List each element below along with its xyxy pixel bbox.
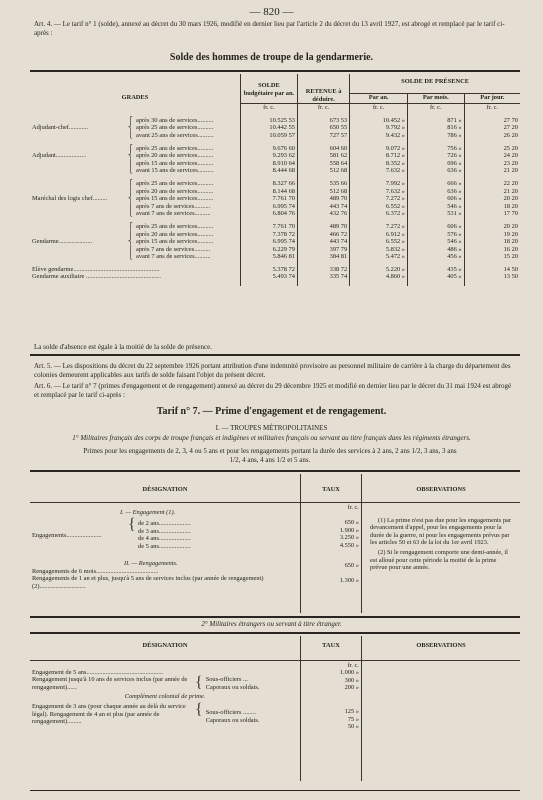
brace-mark: ⎩ xyxy=(128,131,133,139)
cell-jour: 23 20 xyxy=(503,159,518,167)
t2-eng-taux: 650 » xyxy=(344,519,359,527)
cell-mois: 546 » xyxy=(447,238,462,246)
cell-retenue: 397 79 xyxy=(329,245,348,253)
grade-label: Adjudant-chef............ xyxy=(32,124,89,132)
cell-retenue: 335 74 xyxy=(329,273,348,281)
table3-rule-bottom xyxy=(30,790,520,791)
cell-jour: 21 20 xyxy=(503,187,518,195)
brace-mark: ⎩ xyxy=(128,167,133,175)
grade-label xyxy=(32,231,128,239)
grade-label xyxy=(32,246,128,254)
brace-mark: ⎧ xyxy=(128,144,133,152)
col-par-an: Par an. xyxy=(368,93,389,101)
brace-mark: ⎪ xyxy=(128,159,133,167)
cell-mois: 486 » xyxy=(447,245,462,253)
grade-label xyxy=(32,117,128,125)
solde-row xyxy=(30,203,520,211)
cell-retenue: 558 64 xyxy=(329,159,348,167)
troupes-subtitle: 1° Militaires français des corps de troupe français et indigènes et militaires français ou servant au titre français dans les régiments étrangers. xyxy=(72,434,471,442)
service-label: avant 25 ans de services.......... xyxy=(136,131,214,139)
solde-table xyxy=(30,74,520,286)
service-label: avant 15 ans de services.......... xyxy=(136,167,214,175)
grade-label xyxy=(32,132,128,140)
t2-eng-taux: 1.900 » xyxy=(339,526,359,534)
service-label: après 20 ans de services.......... xyxy=(136,187,214,195)
t2-section-rengagement: II. — Rengagements. xyxy=(124,560,178,568)
table-rule-top xyxy=(30,70,520,72)
t2-col-designation: DÉSIGNATION xyxy=(142,486,188,493)
col-grades: GRADES xyxy=(121,94,149,101)
cell-retenue: 650 55 xyxy=(329,124,348,132)
t2-eng-label: de 3 ans.................... xyxy=(138,527,191,535)
t2-engagements-label: Engagements...................... xyxy=(32,532,102,540)
service-label: après 7 ans de services.......... xyxy=(136,245,211,253)
page-number: — 820 — xyxy=(249,6,294,18)
t2-reng-label: Rengagements de 6 mois....................................... xyxy=(32,567,159,575)
cell-retenue: 384 81 xyxy=(329,253,348,261)
t2-reng-taux: 650 » xyxy=(344,561,359,569)
cell-solde: 8.910 64 xyxy=(272,159,295,167)
table3-rule-top xyxy=(30,632,520,634)
cell-mois: 435 » xyxy=(447,265,462,273)
t3-sub: Sous-officiers ........ xyxy=(205,708,256,716)
cell-solde: 9.293 62 xyxy=(272,152,295,160)
cell-solde: 8.327 66 xyxy=(272,179,295,187)
cell-jour: 21 20 xyxy=(503,167,518,175)
t2-eng-label: de 5 ans.................... xyxy=(138,542,191,550)
brace-mark: ⎨ xyxy=(128,152,133,160)
cell-mois: 456 » xyxy=(447,253,462,261)
cell-solde: 5.846 81 xyxy=(272,253,295,261)
t2-section-engagement: I. — Engagement (1). xyxy=(120,508,176,516)
cell-solde: 7.378 72 xyxy=(272,230,295,238)
cell-jour: 14 50 xyxy=(503,265,518,273)
service-label: après 15 ans de services.......... xyxy=(136,238,214,246)
cell-solde: 6.995 74 xyxy=(272,202,295,210)
table-rule-bottom xyxy=(30,354,520,356)
t3-taux: 50 » xyxy=(347,723,359,731)
brace-mark: ⎨ xyxy=(128,195,133,203)
cell-jour: 15 20 xyxy=(503,253,518,261)
cell-jour: 17 70 xyxy=(503,210,518,218)
t3-taux: 200 » xyxy=(344,684,359,692)
cell-retenue: 604 60 xyxy=(329,144,348,152)
t3-col-designation: DÉSIGNATION xyxy=(142,642,188,649)
cell-jour: 13 50 xyxy=(503,273,518,281)
cell-retenue: 432 76 xyxy=(329,210,348,218)
brace-mark: ⎧ xyxy=(128,179,133,187)
col-par-jour: Par jour. xyxy=(480,93,505,101)
t2-eng-taux: 3.250 » xyxy=(339,534,359,542)
cell-jour: 27 70 xyxy=(503,116,518,124)
cell-an: 7.632 » xyxy=(385,187,405,195)
article-6-text: Art. 6. — Le tarif n° 7 (primes d'engagement et de rengagement) annexé au décret du 29 décembre 1925 et modifié en dernier lieu par le décret du 31 mai 1924 est abrogé et remplacé par le tarif ci-après : xyxy=(34,382,512,399)
cell-solde: 6.804 76 xyxy=(272,210,295,218)
troupes-title: I. — TROUPES MÉTROPOLITAINES xyxy=(215,424,328,432)
grade-label xyxy=(32,210,128,218)
cell-mois: 786 » xyxy=(447,131,462,139)
t3-taux: 1.000 » xyxy=(339,669,359,677)
cell-an: 9.432 » xyxy=(385,131,405,139)
solde-row xyxy=(30,145,520,153)
brace-mark: ⎪ xyxy=(128,230,133,238)
brace: { xyxy=(195,700,203,718)
cell-an: 5.220 » xyxy=(385,265,405,273)
cell-mois: 726 » xyxy=(447,152,462,160)
brace: { xyxy=(195,674,203,692)
grade-label xyxy=(32,223,128,231)
t3-sub: Caporaux ou soldats. xyxy=(205,683,260,691)
cell-retenue: 443 74 xyxy=(329,238,348,246)
brace-mark: ⎪ xyxy=(128,187,133,195)
unit-label: fr. c. xyxy=(430,104,442,112)
t3-taux: 75 » xyxy=(347,715,359,723)
solde-row xyxy=(30,188,520,196)
cell-an: 10.452 » xyxy=(382,116,405,124)
cell-retenue: 466 72 xyxy=(329,230,348,238)
grade-label: Gendarme..................... xyxy=(32,238,93,246)
cell-an: 6.552 » xyxy=(385,238,405,246)
cell-mois: 606 » xyxy=(447,195,462,203)
grade-label xyxy=(32,145,128,153)
t2-col-observations: OBSERVATIONS xyxy=(416,486,466,493)
cell-an: 4.860 » xyxy=(385,273,405,281)
t2-eng-taux: 4.550 » xyxy=(339,541,359,549)
unit-label: fr. c. xyxy=(263,104,275,112)
grade-label xyxy=(32,160,128,168)
cell-solde: 5.493 74 xyxy=(272,273,295,281)
cell-solde: 5.378 72 xyxy=(272,265,295,273)
cell-retenue: 535 66 xyxy=(329,179,348,187)
cell-mois: 696 » xyxy=(447,159,462,167)
solde-row xyxy=(30,231,520,239)
cell-jour: 18 20 xyxy=(503,238,518,246)
article-5-text: Art. 5. — Les dispositions du décret du 22 septembre 1926 portant attribution d'une indemnité provisoire au personnel militaire de carrière à la charge du département des colonies demeurent applicables aux tarifs de solde faisant l'objet du présent décret. xyxy=(34,362,511,379)
service-label: avant 7 ans de services.......... xyxy=(136,253,211,261)
cell-solde: 10.525 53 xyxy=(269,116,295,124)
brace-mark: ⎧ xyxy=(128,116,133,124)
cell-an: 7.272 » xyxy=(385,195,405,203)
t2-eng-label: de 2 ans.................... xyxy=(138,520,191,528)
cell-an: 6.552 » xyxy=(385,202,405,210)
brace: { xyxy=(128,516,136,534)
grade-label xyxy=(32,180,128,188)
brace-mark: ⎪ xyxy=(128,245,133,253)
cell-solde: 6.995 74 xyxy=(272,238,295,246)
cell-retenue: 489 70 xyxy=(329,222,348,230)
table2-rule-top xyxy=(30,470,520,472)
cell-mois: 606 » xyxy=(447,222,462,230)
grade-label xyxy=(32,188,128,196)
grade-label: Maréchal des logis chef......... xyxy=(32,195,108,203)
t3-taux: 125 » xyxy=(344,707,359,715)
t3-row: Rengagement jusqu'à 10 ans de services inclus (par année de rengagement)...... xyxy=(32,676,188,691)
solde-row xyxy=(30,246,520,254)
solde-row xyxy=(30,266,520,274)
col-par-mois: Par mois. xyxy=(422,93,449,101)
service-label: après 7 ans de services.......... xyxy=(136,202,211,210)
etrangers-title: 2° Militaires étrangers ou servant à titre étranger. xyxy=(201,620,342,628)
service-label: après 30 ans de services.......... xyxy=(136,116,214,124)
cell-an: 7.992 » xyxy=(385,179,405,187)
cell-jour: 20 20 xyxy=(503,222,518,230)
t2-reng-label: Rengagements de 1 an et plus, jusqu'à 5 ans de services inclus (par année de rengagement) (2)............................. xyxy=(32,575,264,590)
grade-label xyxy=(32,203,128,211)
t2-observation: (2) Si le rengagement comporte une demi-année, il est alloué pour cette période la moitié de la prime prévue pour une année. xyxy=(370,548,508,572)
solde-row xyxy=(30,195,520,203)
cell-mois: 636 » xyxy=(447,187,462,195)
brace-mark: ⎧ xyxy=(128,222,133,230)
cell-mois: 756 » xyxy=(447,144,462,152)
solde-row xyxy=(30,180,520,188)
cell-mois: 546 » xyxy=(447,202,462,210)
cell-an: 6.912 » xyxy=(385,230,405,238)
t3-sub: Caporaux ou soldats. xyxy=(205,716,260,724)
grade-label: Elève gendarme...................................................... xyxy=(32,265,160,273)
solde-row xyxy=(30,167,520,175)
brace-mark: ⎨ xyxy=(128,238,133,246)
brace-mark: ⎩ xyxy=(128,253,133,261)
solde-row xyxy=(30,253,520,261)
cell-jour: 19 20 xyxy=(503,230,518,238)
brace-mark: ⎨ xyxy=(128,124,133,132)
service-label: après 25 ans de services.......... xyxy=(136,124,214,132)
col-solde-budgetaire: SOLDE budgétaire par an. xyxy=(243,82,295,97)
cell-solde: 10.442 55 xyxy=(269,124,295,132)
cell-an: 9.072 » xyxy=(385,144,405,152)
cell-an: 9.792 » xyxy=(385,124,405,132)
t2-eng-label: de 4 ans.................... xyxy=(138,535,191,543)
t3-row: Engagement de 3 ans (pour chaque année au delà du service légal). Rengagement de 4 an et plus (par année de rengagement)......... xyxy=(32,702,186,726)
grade-label: Gendarme auxiliaire ............................................... xyxy=(32,273,162,281)
cell-jour: 26 20 xyxy=(503,131,518,139)
cell-retenue: 727 57 xyxy=(329,131,348,139)
t3-unit: fr. c. xyxy=(347,661,359,669)
t2-unit: fr. c. xyxy=(347,503,359,511)
service-label: après 25 ans de services.......... xyxy=(136,179,214,187)
service-label: après 20 ans de services.......... xyxy=(136,230,214,238)
cell-retenue: 673 53 xyxy=(329,116,348,124)
cell-solde: 10.059 57 xyxy=(269,131,295,139)
cell-an: 8.352 » xyxy=(385,159,405,167)
solde-row xyxy=(30,124,520,132)
cell-mois: 816 » xyxy=(447,124,462,132)
cell-jour: 25 20 xyxy=(503,144,518,152)
unit-label: fr. c. xyxy=(486,104,499,112)
col-retenue: RETENUE à déduire. xyxy=(305,88,342,103)
service-label: après 25 ans de services.......... xyxy=(136,144,214,152)
t3-row: Engagement de 5 ans................................................ xyxy=(32,668,164,676)
cell-mois: 405 » xyxy=(447,273,462,281)
cell-retenue: 443 74 xyxy=(329,202,348,210)
solde-footnote: La solde d'absence est égale à la moitié de la solde de présence. xyxy=(34,343,212,351)
cell-retenue: 581 62 xyxy=(329,152,348,160)
cell-jour: 20 20 xyxy=(503,195,518,203)
brace-mark: ⎩ xyxy=(128,210,133,218)
cell-jour: 27 20 xyxy=(503,124,518,132)
t3-col-observations: OBSERVATIONS xyxy=(416,642,466,649)
solde-row xyxy=(30,160,520,168)
cell-retenue: 512 68 xyxy=(329,167,348,175)
cell-an: 7.632 » xyxy=(385,167,405,175)
cell-jour: 16 20 xyxy=(503,245,518,253)
solde-row xyxy=(30,223,520,231)
t2-reng-taux: 1.300 » xyxy=(339,577,359,585)
cell-solde: 8.444 68 xyxy=(272,167,295,175)
t3-row-complement: Complément colonial de prime. xyxy=(124,693,206,701)
cell-solde: 8.144 68 xyxy=(272,187,295,195)
tarif-7-title: Tarif n° 7. — Prime d'engagement et de rengagement. xyxy=(156,406,387,417)
solde-row xyxy=(30,152,520,160)
col-solde-presence: SOLDE DE PRÉSENCE xyxy=(401,78,470,85)
grade-label xyxy=(32,167,128,175)
solde-row xyxy=(30,273,520,281)
cell-solde: 6.229 79 xyxy=(272,245,295,253)
cell-solde: 7.761 70 xyxy=(272,195,295,203)
cell-solde: 7.761 70 xyxy=(272,222,295,230)
brace-mark: ⎪ xyxy=(128,202,133,210)
cell-an: 5.832 » xyxy=(385,245,405,253)
cell-an: 7.272 » xyxy=(385,222,405,230)
cell-jour: 24 20 xyxy=(503,152,518,160)
cell-mois: 666 » xyxy=(447,179,462,187)
cell-mois: 636 » xyxy=(447,167,462,175)
cell-retenue: 338 72 xyxy=(329,265,348,273)
solde-row xyxy=(30,132,520,140)
service-label: après 15 ans de services.......... xyxy=(136,159,214,167)
service-label: après 15 ans de services.......... xyxy=(136,195,214,203)
solde-row xyxy=(30,238,520,246)
cell-jour: 22 20 xyxy=(503,179,518,187)
cell-retenue: 489 70 xyxy=(329,195,348,203)
t3-taux: 300 » xyxy=(344,676,359,684)
table2-rule-bottom xyxy=(30,616,520,618)
cell-solde: 9.676 60 xyxy=(272,144,295,152)
unit-label: fr. c. xyxy=(317,104,330,112)
solde-row xyxy=(30,210,520,218)
primes-note: Primes pour les engagements de 2, 3, 4 ou 5 ans et pour les rengagements portant la durée des services à 2 ans, 2 ans 1/2, 3 ans, 3 ans 1/2, 4 ans, 4 ans 1/2 et 5 ans. xyxy=(83,447,457,464)
cell-mois: 576 » xyxy=(447,230,462,238)
cell-mois: 871 » xyxy=(447,116,462,124)
service-label: avant 7 ans de services.......... xyxy=(136,210,211,218)
unit-label: fr. c. xyxy=(372,104,385,112)
cell-retenue: 512 68 xyxy=(329,187,348,195)
grade-label xyxy=(32,253,128,261)
t3-sub: Sous-officiers ... xyxy=(205,676,248,684)
solde-row xyxy=(30,117,520,125)
article-4-text: Art. 4. — Le tarif n° 1 (solde), annexé au décret du 30 mars 1926, modifié en dernier lieu par l'article 2 du décret du 13 avril 1927, est abrogé et remplacé par le tarif ci-après : xyxy=(34,20,505,37)
t2-col-taux: TAUX xyxy=(322,486,340,493)
cell-an: 6.372 » xyxy=(385,210,405,218)
cell-mois: 531 » xyxy=(447,210,462,218)
t3-col-taux: TAUX xyxy=(322,642,340,649)
t2-observation: (1) La prime n'est pas due pour les engagements par devancement d'appel, pour les engagements pour la durée de la guerre, ni pour les engagements prévus par les articles 50 et 63 de la loi du 1er avril 1923. xyxy=(370,516,512,547)
cell-jour: 18 20 xyxy=(503,202,518,210)
service-label: après 25 ans de services.......... xyxy=(136,222,214,230)
etrangers-table xyxy=(30,636,520,781)
grade-label: Adjudant................... xyxy=(32,152,87,160)
section-title-solde: Solde des hommes de troupe de la gendarmerie. xyxy=(169,52,374,63)
cell-an: 5.472 » xyxy=(385,253,405,261)
engagement-table xyxy=(30,474,520,613)
service-label: après 20 ans de services.......... xyxy=(136,152,214,160)
cell-an: 8.712 » xyxy=(385,152,405,160)
